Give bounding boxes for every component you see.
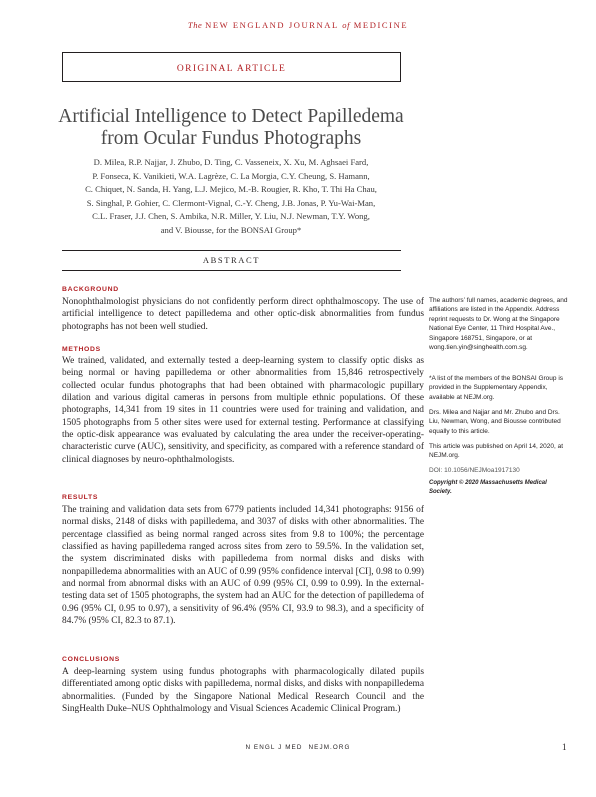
sidebar-doi: DOI: 10.1056/NEJMoa1917130 <box>429 467 520 474</box>
author-line: S. Singhal, P. Gohier, C. Clermont-Vignal, C.-Y. Cheng, J.B. Jonas, P. Yu-Wai-Man, <box>86 197 376 208</box>
results-text: The training and validation data sets from 6779 patients included 14,341 photographs: 9156 of normal disks, 2148 of disks with papilledema, and 3037 of disks with other abnormalities. The percentage classified as being normal ranged across sites from 9.8 to 100%; the percentage classified as having papilledema ranged across sites from zero to 59.5%. In the validation set, the system discriminated disks with papilledema from normal disks and disks with nonpapilledema abnormalities with an AUC of 0.99 (95% confidence interval [CI], 0.98 to 0.99) and normal from abnormal disks with an AUC of 0.99 (95% CI, 0.99 to 0.99). In the external-testing data set of 1505 photographs, the system had an AUC for the detection of papilledema of 0.96 (95% CI, 0.95 to 0.97), a sensitivity of 96.4% (95% CI, 93.9 to 98.3), and a specificity of 84.7% (95% CI, 82.3 to 87.1). <box>62 505 424 627</box>
article-title-line-2: from Ocular Fundus Photographs <box>100 128 362 149</box>
masthead-name-a: NEW ENGLAND JOURNAL <box>205 20 343 30</box>
background-text: Nonophthalmologist physicians do not confidently perform direct ophthalmoscopy. The use of artificial intelligence to detect papilledema and other optic-disk abnormalities from fundus photographs has not been well studied. <box>62 297 424 332</box>
sidebar-group-note: *A list of the members of the BONSAI Group is provided in the Supplementary Appendix, available at NEJM.org. <box>429 375 564 401</box>
footer-site: NEJM.ORG <box>308 744 351 751</box>
sidebar-authors-note: The authors’ full names, academic degrees, and affiliations are listed in the Appendix. Address reprint requests to Dr. Wong at the Singapore National Eye Center, 11 Third Hospital Ave., Singapore 168751, Singapore, or at wong.tien.yin@singhealth.com.sg. <box>429 297 568 352</box>
masthead-of: of <box>342 20 351 30</box>
conclusions-text: A deep-learning system using fundus photographs with pharmacologically dilated pupils differentiated among optic disks with papilledema, normal disks, and disks with nonpapilledema abnormalities. (Funded by the Singapore National Medical Research Council and the SingHealth Duke–NUS Ophthalmology and Visual Sciences Academic Clinical Program.) <box>62 667 424 715</box>
abstract-rule-top <box>62 250 401 251</box>
page-footer <box>0 744 596 751</box>
abstract-rule-bottom <box>62 270 401 271</box>
author-line: C.L. Fraser, J.J. Chen, S. Ambika, N.R. Miller, Y. Liu, N.J. Newman, T.Y. Wong, <box>92 211 370 222</box>
article-title-line-1: Artificial Intelligence to Detect Papilledema <box>58 106 404 127</box>
author-line: C. Chiquet, N. Sanda, H. Yang, L.J. Mejico, M.-B. Rougier, R. Kho, T. Thi Ha Chau, <box>85 184 377 195</box>
sidebar-copyright: Copyright © 2020 Massachusetts Medical Society. <box>429 480 547 496</box>
article-type-box <box>62 52 401 82</box>
background-heading: BACKGROUND <box>62 286 119 293</box>
article-title <box>0 106 462 150</box>
journal-masthead <box>0 20 596 30</box>
methods-text: We trained, validated, and externally tested a deep-learning system to classify optic disks as being normal or having papilledema or other abnormalities from 15,846 retrospectively collected ocular fundus photographs that had been obtained with pharmacologic pupillary dilation and various digital cameras in persons from multiple ethnic populations. Of these photographs, 14,341 from 19 sites in 11 countries were used for training and validation, and 1505 photographs from 5 other sites were used for external testing. Performance at classifying the optic-disk appearance was evaluated by calculating the area under the receiver-operating-characteristic curve (AUC), sensitivity, and specificity, as compared with a reference standard of clinical diagnoses by neuro-ophthalmologists. <box>62 356 424 465</box>
sidebar-published-note: This article was published on April 14, 2020, at NEJM.org. <box>429 443 564 460</box>
masthead-name-b: MEDICINE <box>350 20 409 30</box>
abstract-heading: ABSTRACT <box>202 255 261 265</box>
sidebar-contrib-note: Drs. Milea and Najjar and Mr. Zhubo and Drs. Liu, Newman, Wong, and Biousse contributed equally to this article. <box>429 409 561 435</box>
masthead-prefix: The <box>187 20 206 30</box>
author-line: P. Fonseca, K. Vanikieti, W.A. Lagrèze, C. La Morgia, C.Y. Cheung, S. Hamann, <box>92 170 370 181</box>
footer-journal: N ENGL J MED <box>245 744 303 751</box>
results-heading: RESULTS <box>62 494 99 501</box>
author-list <box>56 156 406 238</box>
article-type-label: ORIGINAL ARTICLE <box>176 64 287 74</box>
page-number: 1 <box>562 742 567 752</box>
author-line: and V. Biousse, for the BONSAI Group* <box>160 224 302 235</box>
conclusions-heading: CONCLUSIONS <box>62 656 120 663</box>
methods-heading: METHODS <box>62 346 101 353</box>
author-line: D. Milea, R.P. Najjar, J. Zhubo, D. Ting, C. Vasseneix, X. Xu, M. Aghsaei Fard, <box>93 157 369 167</box>
